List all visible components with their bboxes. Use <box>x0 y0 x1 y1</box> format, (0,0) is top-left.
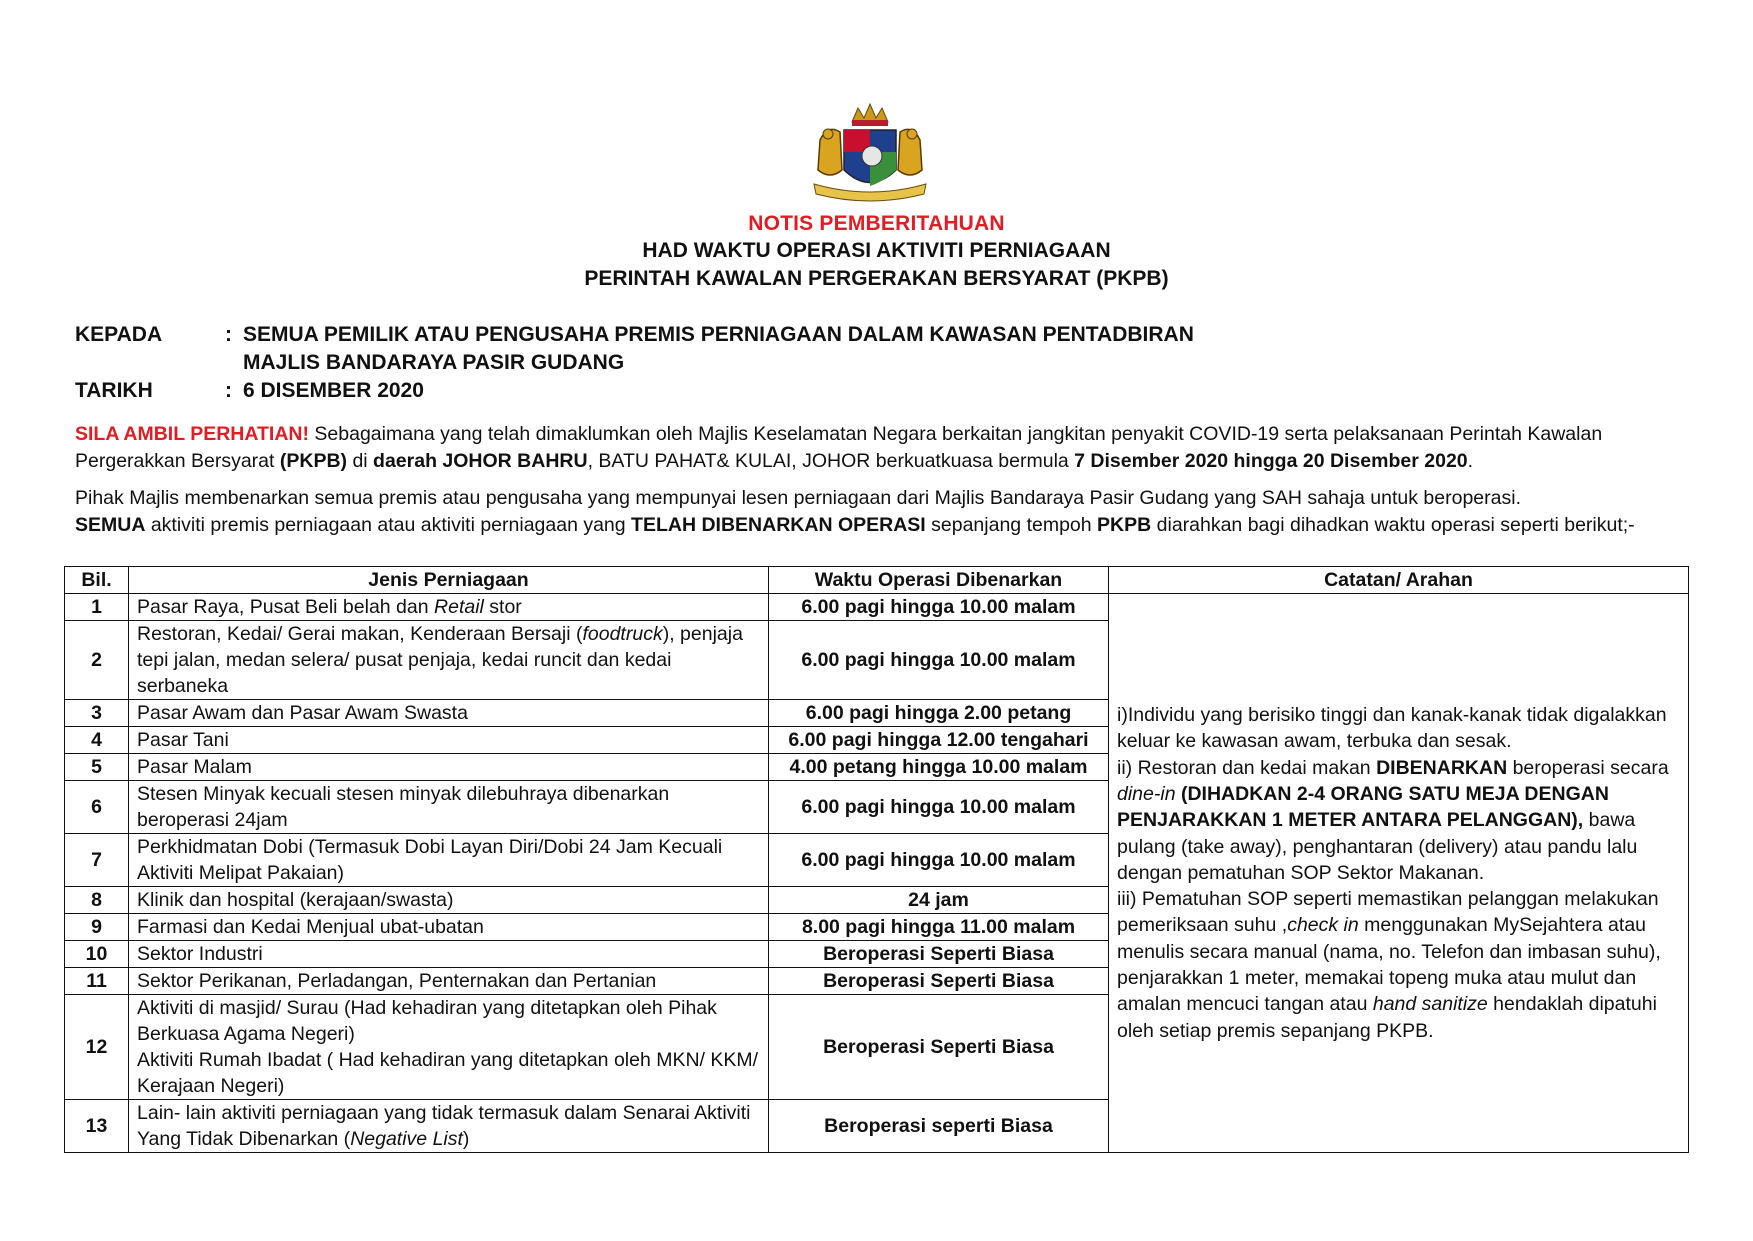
type-text: Lain- lain aktiviti perniagaan yang tidak termasuk dalam Senarai Aktiviti Yang Tidak Dibenarkan ( <box>137 1102 751 1150</box>
note-italic: check in <box>1287 914 1359 937</box>
business-type <box>129 621 769 700</box>
instruction-line-1: Pihak Majlis membenarkan semua premis atau pengusaha yang mempunyai lesen perniagaan dari Majlis Bandaraya Pasir Gudang yang SAH sahaja untuk beroperasi. <box>75 487 1521 509</box>
business-type: Sektor Perikanan, Perladangan, Penternakan dan Pertanian <box>129 968 769 995</box>
row-number: 9 <box>65 914 129 941</box>
operating-time: 6.00 pagi hingga 10.00 malam <box>769 594 1109 621</box>
kepada-value-2: MAJLIS BANDARAYA PASIR GUDANG <box>243 351 625 374</box>
type-italic: foodtruck <box>582 623 663 645</box>
note-1: i)Individu yang berisiko tinggi dan kanak-kanak tidak digalakkan keluar ke kawasan awam, terbuka dan sesak. <box>1117 704 1667 753</box>
business-type: Pasar Tani <box>129 727 769 754</box>
type-italic: Negative List <box>350 1128 463 1150</box>
attention-paragraph <box>75 421 1695 475</box>
business-type: Sektor Industri <box>129 941 769 968</box>
para-bold: daerah JOHOR BAHRU <box>373 450 588 472</box>
row-number: 3 <box>65 700 129 727</box>
business-type <box>129 594 769 621</box>
header-no: Bil. <box>65 567 129 594</box>
crest-icon <box>800 100 940 210</box>
business-type <box>129 995 769 1100</box>
type-text: ), penjaja tepi jalan, medan selera/ pusat penjaja, kedai runcit dan kedai serbaneka <box>137 623 743 697</box>
header-time: Waktu Operasi Dibenarkan <box>769 567 1109 594</box>
operating-time: Beroperasi Seperti Biasa <box>769 968 1109 995</box>
row-number: 4 <box>65 727 129 754</box>
notice-title: NOTIS PEMBERITAHUAN <box>748 212 1005 235</box>
kepada-value-1: SEMUA PEMILIK ATAU PENGUSAHA PREMIS PERNIAGAAN DALAM KAWASAN PENTADBIRAN <box>243 323 1194 346</box>
operating-time: 4.00 petang hingga 10.00 malam <box>769 754 1109 781</box>
row-number: 10 <box>65 941 129 968</box>
note-text: beroperasi secara <box>1507 756 1669 779</box>
colon: : <box>225 323 232 346</box>
business-type: Stesen Minyak kecuali stesen minyak dilebuhraya dibenarkan beroperasi 24jam <box>129 781 769 834</box>
para-text: di <box>347 450 374 472</box>
type-text: Restoran, Kedai/ Gerai makan, Kenderaan Bersaji ( <box>137 623 583 645</box>
row-number: 2 <box>65 621 129 700</box>
para-bold: PKPB <box>1097 514 1152 536</box>
row-number: 8 <box>65 887 129 914</box>
note-text: menggunakan MySejahtera atau menulis secara manual (nama, no. Telefon dan imbasan suhu), penjarakkan 1 meter, memakai topeng muka atau mulut dan amalan mencuci tangan atau <box>1117 914 1661 1016</box>
kepada-label: KEPADA <box>75 323 163 346</box>
para-text: , BATU PAHAT& KULAI, JOHOR berkuatkuasa bermula <box>587 450 1075 472</box>
type-text: Aktiviti Rumah Ibadat ( Had kehadiran yang ditetapkan oleh MKN/ KKM/ Kerajaan Negeri) <box>137 1049 759 1097</box>
type-text: Pasar Raya, Pusat Beli belah dan <box>137 596 435 618</box>
operating-hours-table <box>64 566 1689 1153</box>
tarikh-value: 6 DISEMBER 2020 <box>243 379 424 402</box>
table-header-row <box>65 567 1689 594</box>
instruction-line-2 <box>75 512 1695 539</box>
business-type: Pasar Awam dan Pasar Awam Swasta <box>129 700 769 727</box>
para-bold: (PKPB) <box>279 450 348 472</box>
para-bold: SEMUA <box>75 514 146 536</box>
notice-titles <box>0 210 1753 293</box>
row-number: 13 <box>65 1100 129 1153</box>
operating-time: Beroperasi Seperti Biasa <box>769 941 1109 968</box>
address-block <box>75 321 1243 405</box>
table-row <box>65 594 1689 621</box>
operating-time: 6.00 pagi hingga 10.00 malam <box>769 781 1109 834</box>
operating-time: 6.00 pagi hingga 10.00 malam <box>769 621 1109 700</box>
para-text: aktiviti premis perniagaan atau aktiviti perniagaan yang <box>145 514 632 536</box>
note-bold: DIBENARKAN <box>1376 756 1508 779</box>
note-bold: (DIHADKAN 2-4 ORANG SATU MEJA DENGAN PENJARAKKAN 1 METER ANTARA PELANGGAN), <box>1117 782 1609 832</box>
tarikh-label: TARIKH <box>75 379 153 402</box>
business-type: Klinik dan hospital (kerajaan/swasta) <box>129 887 769 914</box>
row-number: 7 <box>65 834 129 887</box>
para-bold: 7 Disember 2020 hingga 20 Disember 2020 <box>1074 450 1468 472</box>
operating-time: 6.00 pagi hingga 10.00 malam <box>769 834 1109 887</box>
para-text: . <box>1467 450 1474 472</box>
notice-subtitle-2: PERINTAH KAWALAN PERGERAKAN BERSYARAT (PKPB) <box>584 267 1169 290</box>
note-text: ii) Restoran dan kedai makan <box>1117 756 1377 779</box>
para-text: sepanjang tempoh <box>925 514 1098 536</box>
note-3 <box>1117 886 1680 1044</box>
note-text: hendaklah dipatuhi oleh setiap premis sepanjang PKPB. <box>1117 993 1657 1042</box>
attention-label: SILA AMBIL PERHATIAN! <box>75 423 309 445</box>
para-text: Sebagaimana yang telah dimaklumkan oleh Majlis Keselamatan Negara berkaitan jangkitan penyakit COVID-19 serta pelaksanaan Perintah Kawalan Pergerakkan Bersyarat <box>75 423 1603 472</box>
row-number: 12 <box>65 995 129 1100</box>
note-text: bawa pulang (take away), penghantaran (delivery) atau pandu lalu dengan pematuhan SOP Sektor Makanan. <box>1117 809 1638 884</box>
operating-time: 24 jam <box>769 887 1109 914</box>
row-number: 5 <box>65 754 129 781</box>
note-2 <box>1117 755 1680 886</box>
type-text: ) <box>462 1128 470 1150</box>
row-number: 6 <box>65 781 129 834</box>
operating-time: 6.00 pagi hingga 2.00 petang <box>769 700 1109 727</box>
operating-time: 6.00 pagi hingga 12.00 tengahari <box>769 727 1109 754</box>
type-text: Aktiviti di masjid/ Surau (Had kehadiran yang ditetapkan oleh Pihak Berkuasa Agama Negeri) <box>137 997 717 1045</box>
note-italic: hand sanitize <box>1372 993 1488 1016</box>
instruction-paragraph <box>75 485 1695 539</box>
operating-time: Beroperasi seperti Biasa <box>769 1100 1109 1153</box>
operating-time: 8.00 pagi hingga 11.00 malam <box>769 914 1109 941</box>
type-text: stor <box>483 596 522 618</box>
note-text: iii) Pematuhan SOP seperti memastikan pelanggan melakukan pemeriksaan suhu , <box>1117 888 1659 937</box>
type-italic: Retail <box>434 596 484 618</box>
row-number: 11 <box>65 968 129 995</box>
notes-cell <box>1109 594 1689 1153</box>
business-type: Perkhidmatan Dobi (Termasuk Dobi Layan Diri/Dobi 24 Jam Kecuali Aktiviti Melipat Pakaian) <box>129 834 769 887</box>
note-italic: dine-in <box>1117 782 1176 805</box>
business-type: Pasar Malam <box>129 754 769 781</box>
operating-time: Beroperasi Seperti Biasa <box>769 995 1109 1100</box>
business-type <box>129 1100 769 1153</box>
header-type: Jenis Perniagaan <box>129 567 769 594</box>
para-text: diarahkan bagi dihadkan waktu operasi seperti berikut;- <box>1151 514 1635 536</box>
business-type: Farmasi dan Kedai Menjual ubat-ubatan <box>129 914 769 941</box>
header-note: Catatan/ Arahan <box>1109 567 1689 594</box>
colon: : <box>225 379 232 402</box>
para-bold: TELAH DIBENARKAN OPERASI <box>631 514 926 536</box>
notice-subtitle-1: HAD WAKTU OPERASI AKTIVITI PERNIAGAAN <box>642 239 1111 262</box>
row-number: 1 <box>65 594 129 621</box>
